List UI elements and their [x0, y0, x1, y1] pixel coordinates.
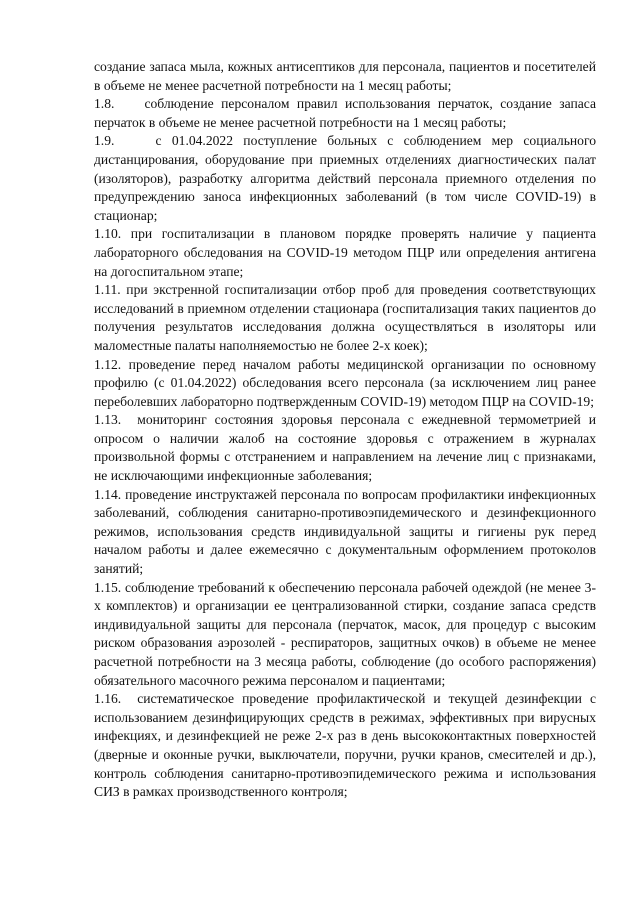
paragraph-1-14	[94, 486, 596, 579]
paragraph-text: систематическое проведение профилактической и текущей дезинфекции с использованием дезинфицирующих средств в режимах, эффективных при вирусных инфекциях, и дезинфекцией не реже 2-х раз в день высококонтактных поверхностей (дверные и оконные ручки, выключатели, поручни, ручки кранов, смесителей и др.), контроль соблюдения санитарно-противоэпидемического режима и использования СИЗ в рамках производственного контроля;	[94, 691, 596, 800]
paragraph-number: 1.8.	[94, 96, 115, 112]
paragraph-1-10	[94, 225, 596, 281]
paragraph-text: соблюдение персоналом правил использования перчаток, создание запаса перчаток в объеме не менее расчетной потребности на 1 месяц работы;	[94, 96, 596, 130]
paragraph-text: проведение перед началом работы медицинской организации по основному профилю (с 01.04.2022) обследования всего персонала (за исключением лиц ранее переболевших лабораторно подтвержденным COVID-19) методом ПЦР на COVID-19;	[94, 356, 596, 409]
paragraph-1-16	[94, 690, 596, 802]
paragraph-number: 1.11.	[94, 282, 121, 298]
paragraph-number: 1.13.	[94, 412, 122, 428]
paragraph-1-9	[94, 132, 596, 225]
paragraph-number: 1.12.	[94, 356, 122, 372]
paragraph-number: 1.14.	[94, 486, 122, 502]
paragraph-1-11	[94, 281, 596, 355]
paragraph-1-15	[94, 579, 596, 691]
paragraph-number: 1.9.	[94, 133, 115, 149]
paragraph-number: 1.15.	[94, 579, 122, 595]
paragraph-text: проведение инструктажей персонала по вопросам профилактики инфекционных заболеваний, соблюдения санитарно-противоэпидемического и дезинфекционного режимов, использования средств индивидуальной защиты и гигиены рук перед началом работы и далее ежемесячно с документальным оформлением протоколов занятий;	[94, 486, 596, 577]
paragraph-text: при экстренной госпитализации отбор проб для проведения соответствующих исследований в приемном отделении стационара (госпитализация таких пациентов до получения результатов исследования должна осуществляться в изоляторы или маломестные палаты наполняемостью не более 2-х коек);	[94, 282, 596, 353]
paragraph-1-12	[94, 356, 596, 412]
paragraph-text: соблюдение требований к обеспечению персонала рабочей одеждой (не менее 3-х комплектов) и организации ее централизованной стирки, создание запаса средств индивидуальной защиты для персонала (перчаток, масок, для процедур с высоким риском образования аэрозолей - респираторов, защитных очков) в объеме не менее расчетной потребности на 3 месяца работы, соблюдение (до особого распоряжения) обязательного масочного режима персоналом и пациентами;	[94, 579, 596, 688]
paragraph-text: создание запаса мыла, кожных антисептиков для персонала, пациентов и посетителей в объеме не менее расчетной потребности на 1 месяц работы;	[94, 59, 596, 93]
paragraph-number: 1.16.	[94, 691, 122, 707]
paragraph-text: мониторинг состояния здоровья персонала с ежедневной термометрией и опросом о наличии жалоб на состояние здоровья с отражением в журналах произвольной формы с отстранением и направлением на лечение лиц с признаками, не исключающими инфекционные заболевания;	[94, 412, 597, 484]
paragraph-1-8	[94, 95, 596, 132]
paragraph-1-13	[94, 411, 596, 485]
paragraph-continuation	[94, 58, 596, 95]
paragraph-text: с 01.04.2022 поступление больных с соблюдением мер социального дистанцирования, оборудование при приемных отделениях диагностических палат (изоляторов), разработку алгоритма действий персонала приемного отделения по предупреждению заноса инфекционных заболеваний (в том числе COVID-19) в стационар;	[94, 133, 596, 223]
paragraph-number: 1.10.	[94, 226, 122, 242]
paragraph-text: при госпитализации в плановом порядке проверять наличие у пациента лабораторного обследования на COVID-19 методом ПЦР или определения антигена на догоспитальном этапе;	[94, 226, 596, 279]
